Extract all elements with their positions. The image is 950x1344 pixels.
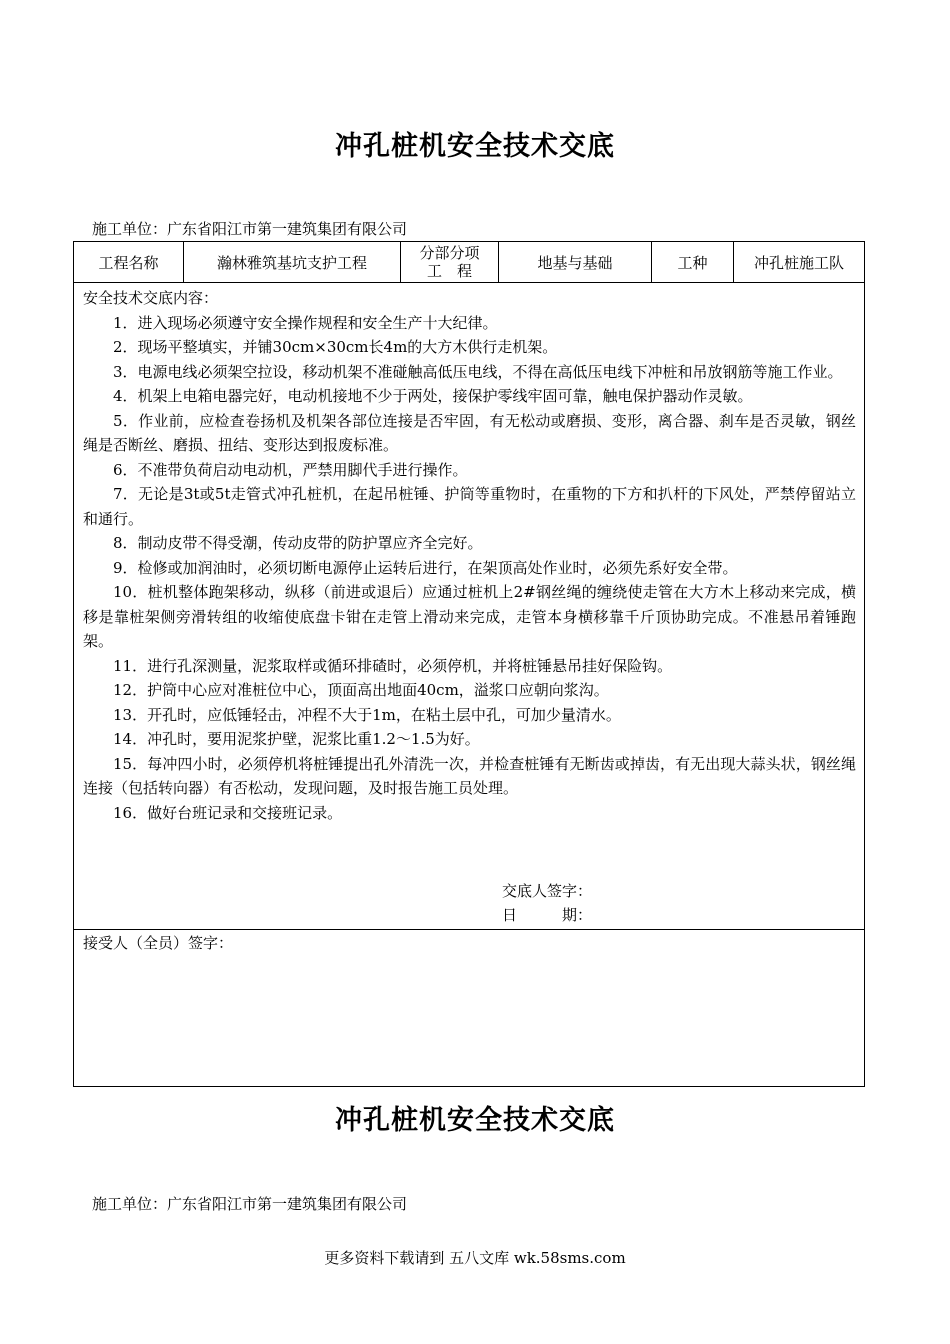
content-item: 6．不准带负荷启动电动机，严禁用脚代手进行操作。	[113, 460, 468, 479]
footer-link[interactable]: 更多资料下载请到 五八文库 wk.58sms.com	[324, 1249, 626, 1267]
header-row	[74, 242, 865, 283]
page-title-repeat: 冲孔桩机安全技术交底	[335, 1105, 615, 1136]
content-item: 12．护筒中心应对准桩位中心，顶面高出地面40cm，溢浆口应朝向浆沟。	[113, 681, 609, 699]
signature-block	[502, 879, 592, 927]
trade-label: 工种	[652, 242, 734, 283]
trade-value: 冲孔桩施工队	[734, 242, 865, 283]
content-item: 2．现场平整填实，并铺30cm×30cm长4m的大方木供行走机架。	[113, 338, 558, 356]
construction-unit: 施工单位：广东省阳江市第一建筑集团有限公司	[92, 220, 408, 238]
subproject-label-line1: 分部分项	[419, 244, 480, 262]
signer-label: 交底人签字：	[502, 882, 593, 900]
construction-unit-repeat: 施工单位：广东省阳江市第一建筑集团有限公司	[92, 1195, 408, 1213]
content-lead: 安全技术交底内容：	[83, 289, 219, 307]
content-item: 3．电源电线必须架空拉设，移动机架不准碰触高低压电线，不得在高低压电线下冲桩和吊放钢筋等施工作业。	[113, 362, 843, 381]
content-row	[74, 283, 865, 930]
content-item: 8．制动皮带不得受潮，传动皮带的防护罩应齐全完好。	[113, 534, 483, 552]
content-item: 14．冲孔时，要用泥浆护壁，泥浆比重1.2～1.5为好。	[113, 730, 480, 748]
date-label-a: 日	[502, 906, 518, 924]
content-item: 15．每冲四小时，必须停机将桩锤提出孔外清洗一次，并检查桩锤有无断齿或掉齿，有无出现大蒜头状，钢丝绳连接（包括转向器）有否松动，发现问题，及时报告施工员处理。	[83, 754, 856, 797]
content-cell	[74, 283, 865, 930]
receiver-label: 接受人（全员）签字：	[83, 934, 234, 952]
content-body	[74, 283, 864, 825]
subproject-value: 地基与基础	[499, 242, 652, 283]
project-name-value: 瀚林雅筑基坑支护工程	[184, 242, 401, 283]
content-item: 5．作业前，应检查卷扬机及机架各部位连接是否牢固，有无松动或磨损、变形，离合器、刹车是否灵敏，钢丝绳是否断丝、磨损、扭结、变形达到报废标准。	[83, 411, 856, 454]
date-row	[502, 903, 592, 927]
content-item: 13．开孔时，应低锤轻击，冲程不大于1m，在粘土层中孔，可加少量清水。	[113, 705, 621, 724]
date-label-b: 期：	[562, 906, 593, 924]
content-item: 11．进行孔深测量，泥浆取样或循环排碴时，必须停机，并将桩锤悬吊挂好保险钩。	[113, 656, 673, 675]
content-item: 4．机架上电箱电器完好，电动机接地不少于两处，接保护零线牢固可靠，触电保护器动作灵敏。	[113, 387, 753, 405]
subproject-label	[401, 242, 499, 283]
content-item: 10．桩机整体跑架移动，纵移（前进或退后）应通过桩机上2#钢丝绳的缠绕使走管在大方木上移动来完成，横移是靠桩架侧旁滑转组的收缩使底盘卡钳在走管上滑动来完成，走管本身横移靠千斤顶协助完成。不准悬吊着锤跑架。	[83, 583, 856, 650]
content-item: 16．做好台班记录和交接班记录。	[113, 803, 343, 822]
content-item: 7．无论是3t或5t走管式冲孔桩机，在起吊桩锤、护筒等重物时，在重物的下方和扒杆的下风处，严禁停留站立和通行。	[83, 485, 856, 528]
subproject-label-line2: 工 程	[426, 262, 472, 280]
content-item: 9．检修或加润油时，必须切断电源停止运转后进行，在架顶高处作业时，必须先系好安全带。	[113, 558, 738, 577]
project-name-label: 工程名称	[74, 242, 184, 283]
disclosure-table	[73, 241, 865, 1087]
content-item: 1．进入现场必须遵守安全操作规程和安全生产十大纪律。	[113, 313, 498, 332]
receiver-row	[74, 930, 865, 1087]
receiver-cell	[74, 930, 865, 1087]
page-title: 冲孔桩机安全技术交底	[335, 131, 615, 162]
